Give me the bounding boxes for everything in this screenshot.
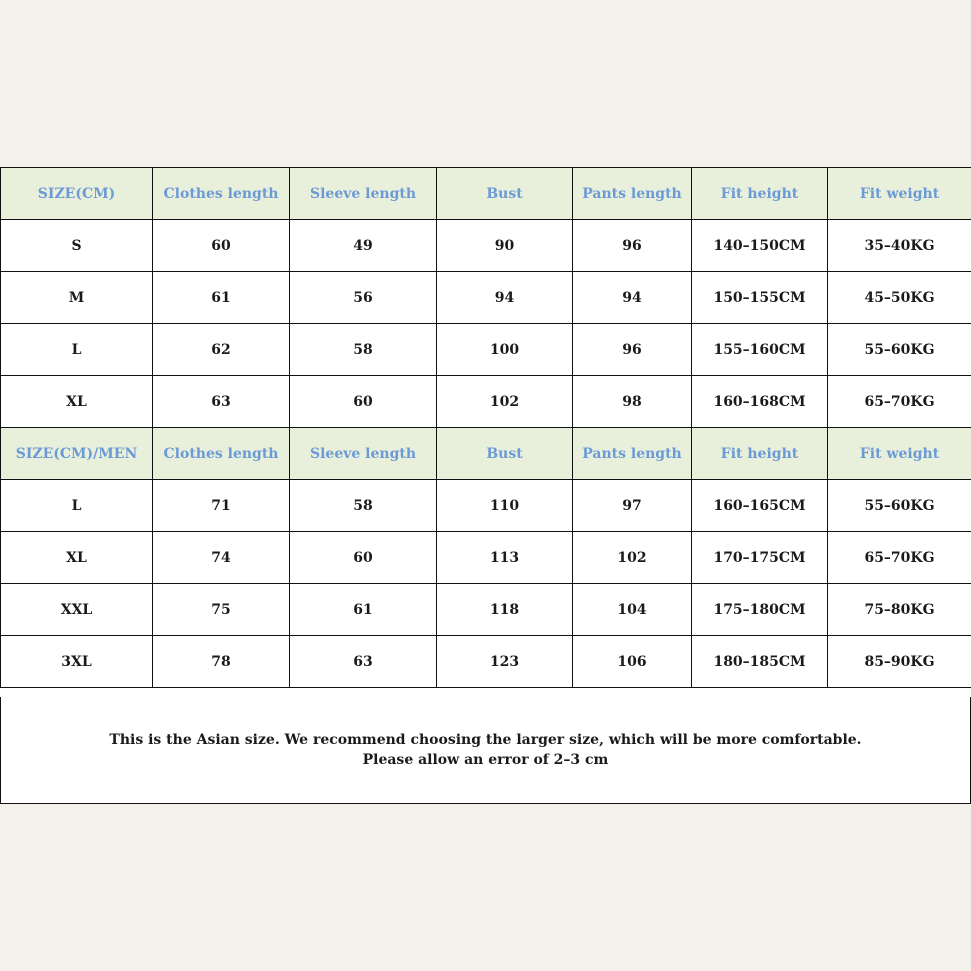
table-cell: 155–160CM — [692, 324, 828, 376]
table-cell: 71 — [153, 480, 290, 532]
table-header-row-men — [1, 428, 971, 480]
table-row — [1, 324, 971, 376]
table-cell: 97 — [573, 480, 692, 532]
header-cell: Pants length — [573, 168, 692, 220]
size-note — [0, 697, 971, 804]
table-cell: 94 — [573, 272, 692, 324]
table-cell: 96 — [573, 220, 692, 272]
table-row — [1, 272, 971, 324]
table-row — [1, 220, 971, 272]
table-cell: 58 — [290, 324, 437, 376]
table-cell: 60 — [153, 220, 290, 272]
header-cell: SIZE(CM) — [1, 168, 153, 220]
table-cell: XL — [1, 532, 153, 584]
table-cell: 60 — [290, 532, 437, 584]
table-cell: 98 — [573, 376, 692, 428]
table-cell: L — [1, 480, 153, 532]
header-cell: SIZE(CM)/MEN — [1, 428, 153, 480]
table-cell: 65–70KG — [828, 532, 971, 584]
header-cell: Fit weight — [828, 428, 971, 480]
table-cell: 85–90KG — [828, 636, 971, 688]
table-cell: 104 — [573, 584, 692, 636]
table-cell: 61 — [153, 272, 290, 324]
header-cell: Clothes length — [153, 168, 290, 220]
table-cell: 63 — [153, 376, 290, 428]
table-cell: 150–155CM — [692, 272, 828, 324]
table-cell: 102 — [437, 376, 573, 428]
table-cell: 49 — [290, 220, 437, 272]
table-cell: 35–40KG — [828, 220, 971, 272]
table-cell: 110 — [437, 480, 573, 532]
header-cell: Bust — [437, 428, 573, 480]
table-row — [1, 480, 971, 532]
header-cell: Fit weight — [828, 168, 971, 220]
table-cell: 113 — [437, 532, 573, 584]
table-cell: 58 — [290, 480, 437, 532]
table-cell: 60 — [290, 376, 437, 428]
table-cell: 102 — [573, 532, 692, 584]
table-cell: 56 — [290, 272, 437, 324]
table-cell: XL — [1, 376, 153, 428]
table-row — [1, 532, 971, 584]
table-header-row — [1, 168, 971, 220]
header-cell: Clothes length — [153, 428, 290, 480]
table-cell: 75 — [153, 584, 290, 636]
table-cell: 96 — [573, 324, 692, 376]
table-cell: 78 — [153, 636, 290, 688]
table-cell: 160–165CM — [692, 480, 828, 532]
note-line-1: This is the Asian size. We recommend choosing the larger size, which will be more comfortable. — [109, 732, 862, 748]
header-cell: Bust — [437, 168, 573, 220]
table-cell: 65–70KG — [828, 376, 971, 428]
table-cell: S — [1, 220, 153, 272]
size-chart — [0, 167, 971, 804]
table-row — [1, 636, 971, 688]
size-table — [0, 167, 971, 688]
table-cell: 45–50KG — [828, 272, 971, 324]
table-cell: 175–180CM — [692, 584, 828, 636]
table-cell: 180–185CM — [692, 636, 828, 688]
table-cell: 55–60KG — [828, 324, 971, 376]
table-cell: 106 — [573, 636, 692, 688]
table-row — [1, 376, 971, 428]
table-cell: 160–168CM — [692, 376, 828, 428]
table-cell: XXL — [1, 584, 153, 636]
header-cell: Fit height — [692, 428, 828, 480]
table-cell: 118 — [437, 584, 573, 636]
table-cell: 61 — [290, 584, 437, 636]
table-cell: M — [1, 272, 153, 324]
table-cell: 55–60KG — [828, 480, 971, 532]
table-cell: 3XL — [1, 636, 153, 688]
table-cell: 94 — [437, 272, 573, 324]
table-cell: L — [1, 324, 153, 376]
table-cell: 62 — [153, 324, 290, 376]
table-cell: 100 — [437, 324, 573, 376]
header-cell: Pants length — [573, 428, 692, 480]
table-cell: 74 — [153, 532, 290, 584]
table-cell: 90 — [437, 220, 573, 272]
header-cell: Fit height — [692, 168, 828, 220]
header-cell: Sleeve length — [290, 168, 437, 220]
table-cell: 123 — [437, 636, 573, 688]
table-cell: 170–175CM — [692, 532, 828, 584]
note-line-2: Please allow an error of 2–3 cm — [362, 752, 609, 768]
header-cell: Sleeve length — [290, 428, 437, 480]
table-cell: 63 — [290, 636, 437, 688]
table-cell: 140–150CM — [692, 220, 828, 272]
table-cell: 75–80KG — [828, 584, 971, 636]
table-row — [1, 584, 971, 636]
